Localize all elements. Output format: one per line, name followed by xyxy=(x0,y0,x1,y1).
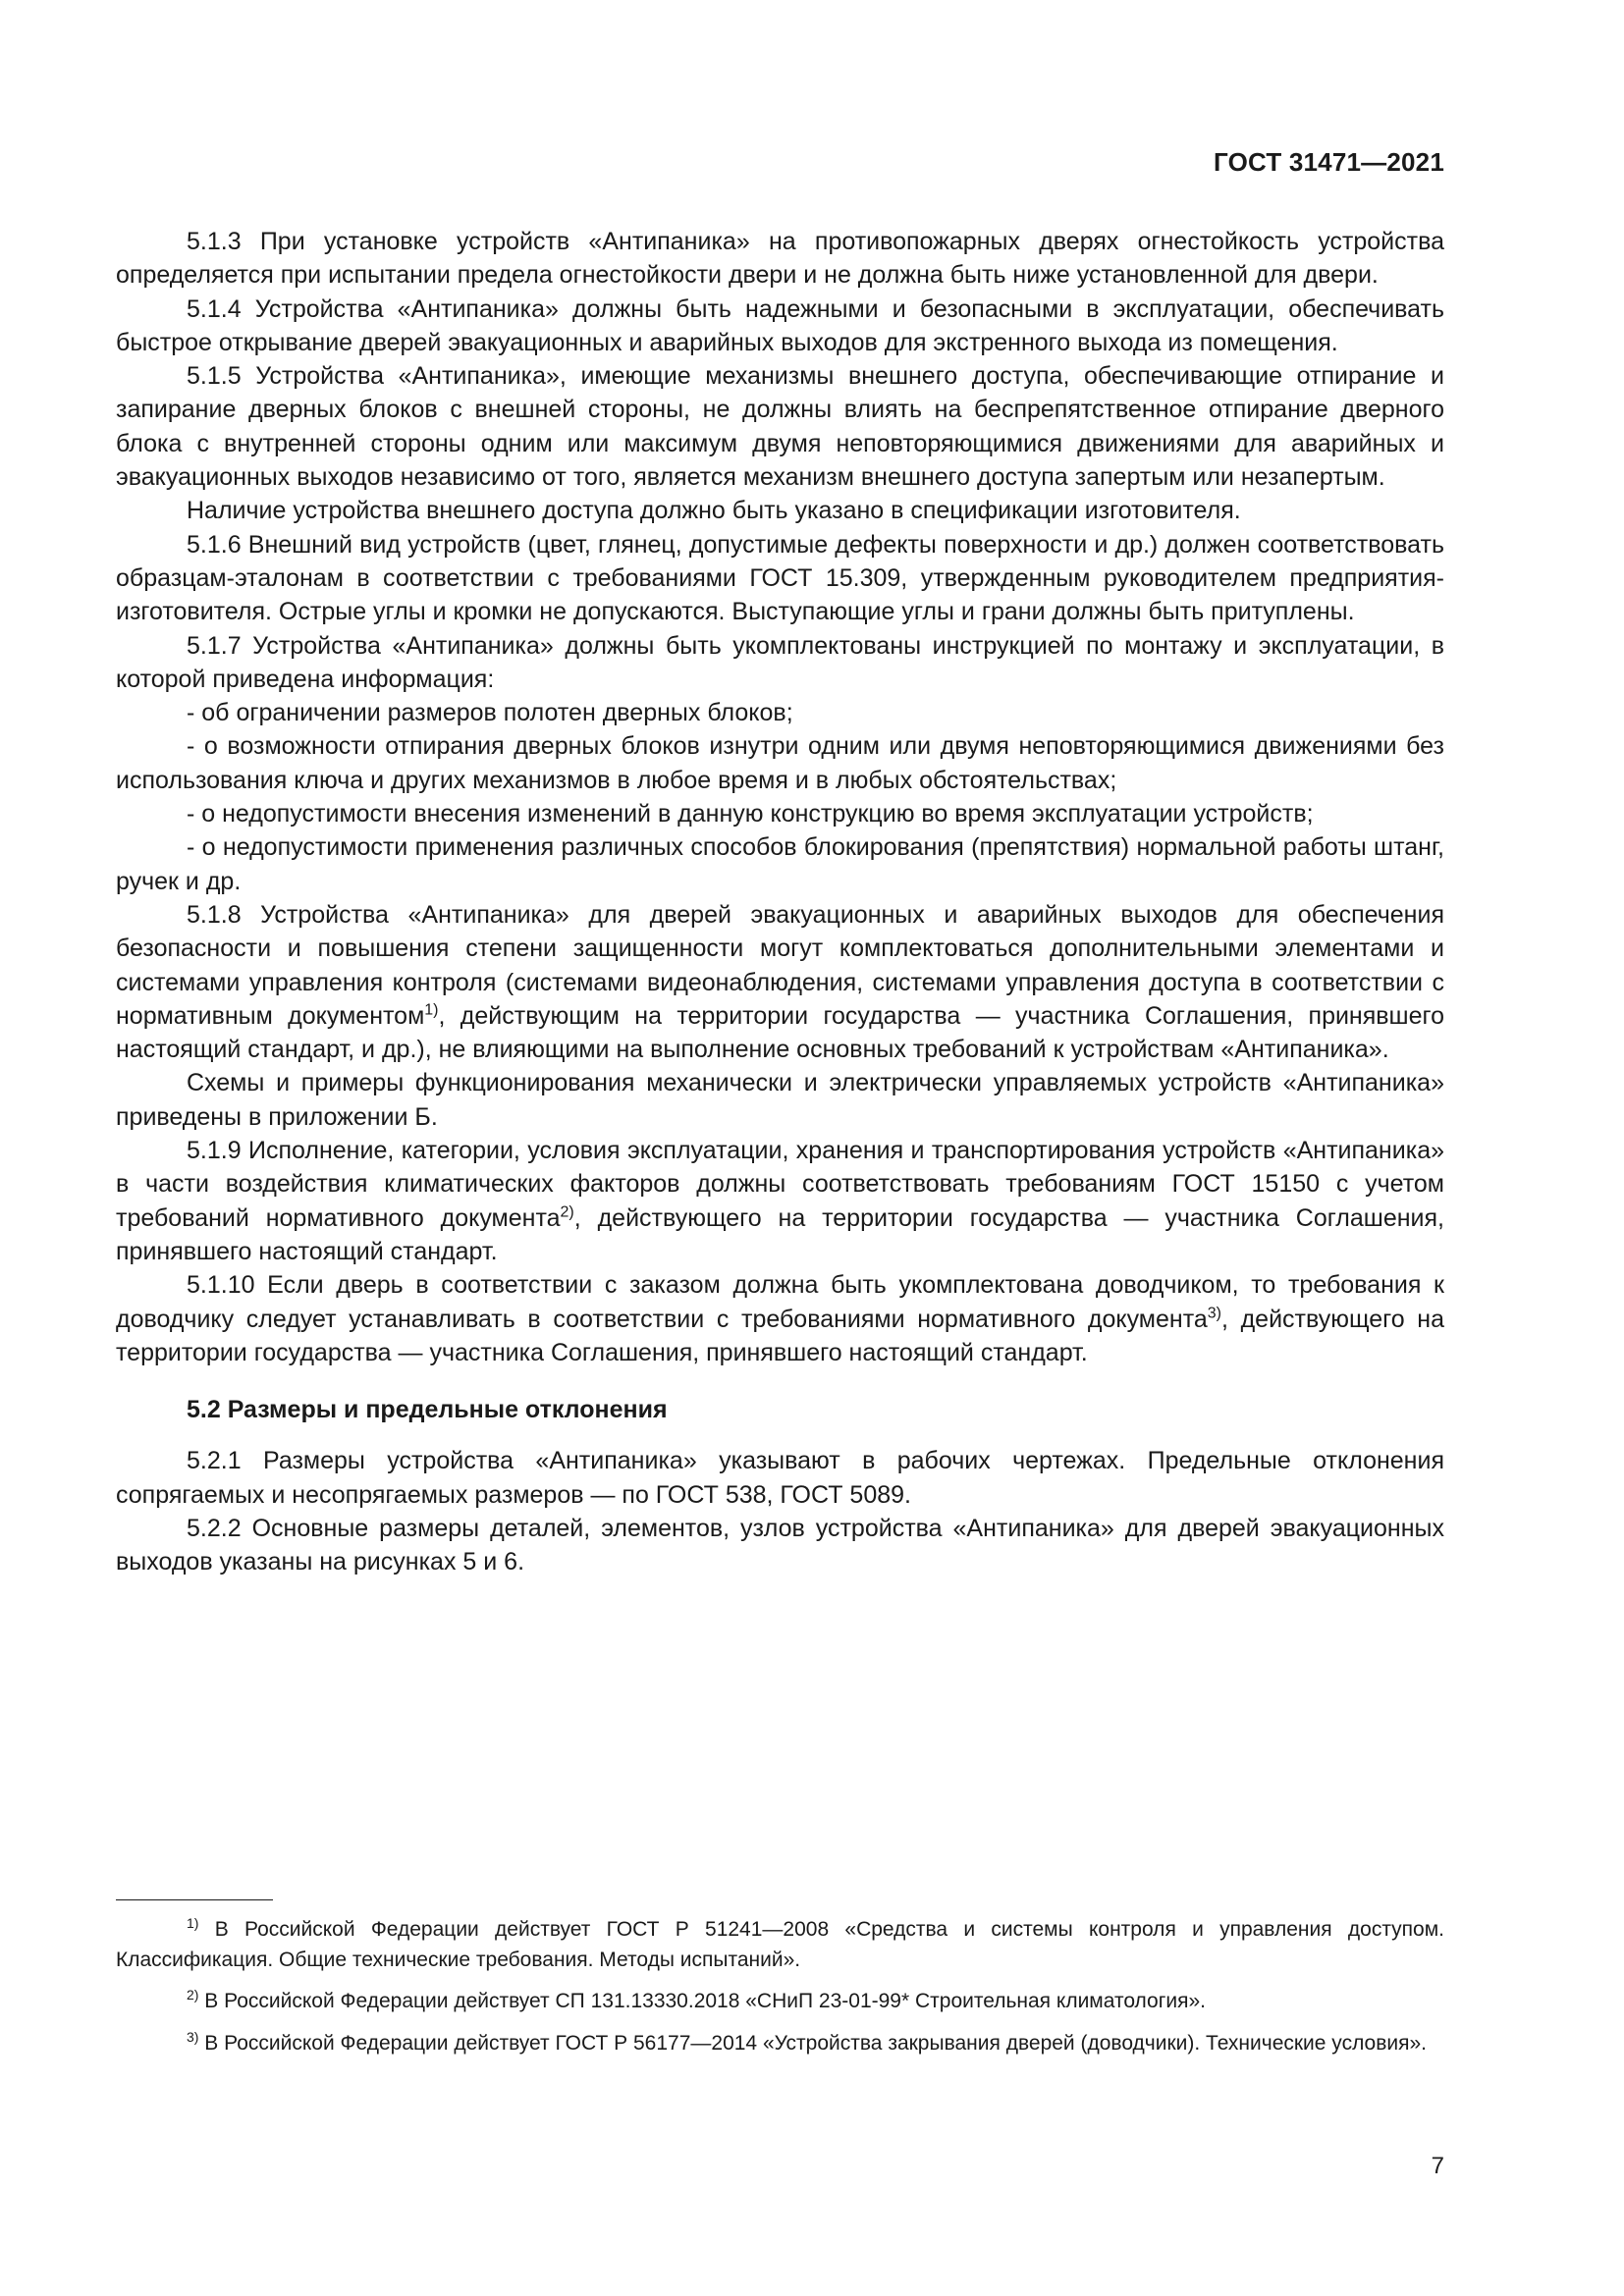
footnote-1-text: В Российской Федерации действует ГОСТ Р 51241—2008 «Средства и системы контроля и управления доступом. Классификация. Общие технические требования. Методы испытаний». xyxy=(116,1918,1444,1971)
footnote-2-text: В Российской Федерации действует СП 131.13330.2018 «СНиП 23-01-99* Строительная климатология». xyxy=(198,1990,1206,2012)
footnote-3-text: В Российской Федерации действует ГОСТ Р 56177—2014 «Устройства закрывания дверей (доводчики). Технические условия». xyxy=(198,2031,1428,2055)
footnote-3 xyxy=(116,2029,1444,2059)
footnotes xyxy=(116,1915,1444,2070)
paragraph-5-1-3: 5.1.3 При установке устройств «Антипаника» на противопожарных дверях огнестойкость устройства определяется при испытании предела огнестойкости двери и не должна быть ниже установленной для двери. xyxy=(116,228,1444,290)
paragraph-5-1-8-text-b: , действующим на территории государства — участника Соглашения, принявшего настоящий стандарт, и др.), не влияющими на выполнение основных требований к устройствам «Антипаника». xyxy=(116,1001,1444,1064)
document-code: ГОСТ 31471—2021 xyxy=(1214,147,1444,177)
footnote-1 xyxy=(116,1915,1444,1975)
paragraph-5-1-8-schemes: Схемы и примеры функционирования механически и электрически управляемых устройств «Антипаника» приведены в приложении Б. xyxy=(116,1069,1444,1131)
paragraph-5-1-9-text-b: , действующего на территории государства — участника Соглашения, принявшего настоящий стандарт. xyxy=(116,1203,1445,1265)
paragraph-5-1-5: 5.1.5 Устройства «Антипаника», имеющие механизмы внешнего доступа, обеспечивающие отпирание и запирание дверных блоков с внешней стороны, не должны влиять на беспрепятственное отпирание дверного блока с внутренней стороны одним или максимум двумя неповторяющимися движениями для аварийных и эвакуационных выходов независимо от того, является механизм внешнего доступа запертым или незапертым. xyxy=(116,362,1444,492)
paragraph-5-1-9 xyxy=(116,1134,1444,1268)
paragraph-5-1-7: 5.1.7 Устройства «Антипаника» должны быть укомплектованы инструкцией по монтажу и эксплуатации, в которой приведена информация: xyxy=(116,631,1444,693)
paragraph-5-1-10-text-a: 5.1.10 Если дверь в соответствии с заказом должна быть укомплектована доводчиком, то требования к доводчику следует устанавливать в соответствии с требованиями нормативного документа xyxy=(116,1271,1444,1333)
paragraph-5-1-9-text-a: 5.1.9 Исполнение, категории, условия эксплуатации, хранения и транспортирования устройств «Антипаника» в части воздействия климатических факторов должны соответствовать требованиям ГОСТ 15150 с учетом требований нормативного документа xyxy=(116,1137,1444,1232)
paragraph-5-1-8-text-a: 5.1.8 Устройства «Антипаника» для дверей эвакуационных и аварийных выходов для обеспечения безопасности и повышения степени защищенности могут комплектоваться дополнительными элементами и системами управления контроля (системами видеонаблюдения, системами управления доступа в соответствии с нормативным документом xyxy=(116,900,1444,1030)
footnote-2-mark: 2) xyxy=(187,1987,199,2002)
paragraph-5-2-2: 5.2.2 Основные размеры деталей, элементов, узлов устройства «Антипаника» для дверей эвакуационных выходов указаны на рисунках 5 и 6. xyxy=(116,1514,1444,1576)
footnote-ref-1[interactable]: 1) xyxy=(424,1001,439,1019)
footnote-separator xyxy=(116,1899,273,1900)
footnote-ref-2[interactable]: 2) xyxy=(560,1203,574,1221)
paragraph-5-1-8 xyxy=(116,898,1444,1066)
paragraph-5-1-10 xyxy=(116,1268,1444,1369)
paragraph-5-1-4: 5.1.4 Устройства «Антипаника» должны быть надежными и безопасными в эксплуатации, обеспечивать быстрое открывание дверей эвакуационных и аварийных выходов для экстренного выхода из помещения. xyxy=(116,294,1444,356)
paragraph-5-1-6: 5.1.6 Внешний вид устройств (цвет, глянец, допустимые дефекты поверхности и др.) должен соответствовать образцам-эталонам в соответствии с требованиями ГОСТ 15.309, утвержденным руководителем предприятия-изготовителя. Острые углы и кромки не допускаются. Выступающие углы и грани должны быть притуплены. xyxy=(116,530,1444,626)
paragraph-5-2-1: 5.2.1 Размеры устройства «Антипаника» указывают в рабочих чертежах. Предельные отклонения сопрягаемых и несопрягаемых размеров — по ГОСТ 538, ГОСТ 5089. xyxy=(116,1447,1444,1509)
section-heading-5-2: 5.2 Размеры и предельные отклонения xyxy=(187,1396,668,1424)
paragraph-5-1-10-text-b: , действующего на территории государства — участника Соглашения, принявшего настоящий стандарт. xyxy=(116,1305,1444,1366)
page-number: 7 xyxy=(1431,2153,1444,2179)
list-item-5-1-7-4: - о недопустимости применения различных способов блокирования (препятствия) нормальной работы штанг, ручек и др. xyxy=(116,833,1444,895)
footnote-ref-3[interactable]: 3) xyxy=(1207,1305,1222,1322)
footnote-1-mark: 1) xyxy=(187,1915,199,1931)
list-item-5-1-7-1: - об ограничении размеров полотен дверных блоков; xyxy=(187,699,793,727)
main-text xyxy=(116,225,1444,1579)
list-item-5-1-7-3: - о недопустимости внесения изменений в данную конструкцию во время эксплуатации устройств; xyxy=(187,800,1314,828)
list-item-5-1-7-2: - о возможности отпирания дверных блоков изнутри одним или двумя неповторяющимися движениями без использования ключа и других механизмов в любое время и в любых обстоятельствах; xyxy=(116,732,1444,794)
footnote-3-mark: 3) xyxy=(187,2028,199,2045)
paragraph-5-1-5-external-access: Наличие устройства внешнего доступа должно быть указано в спецификации изготовителя. xyxy=(187,497,1241,525)
footnote-2 xyxy=(116,1987,1444,2017)
